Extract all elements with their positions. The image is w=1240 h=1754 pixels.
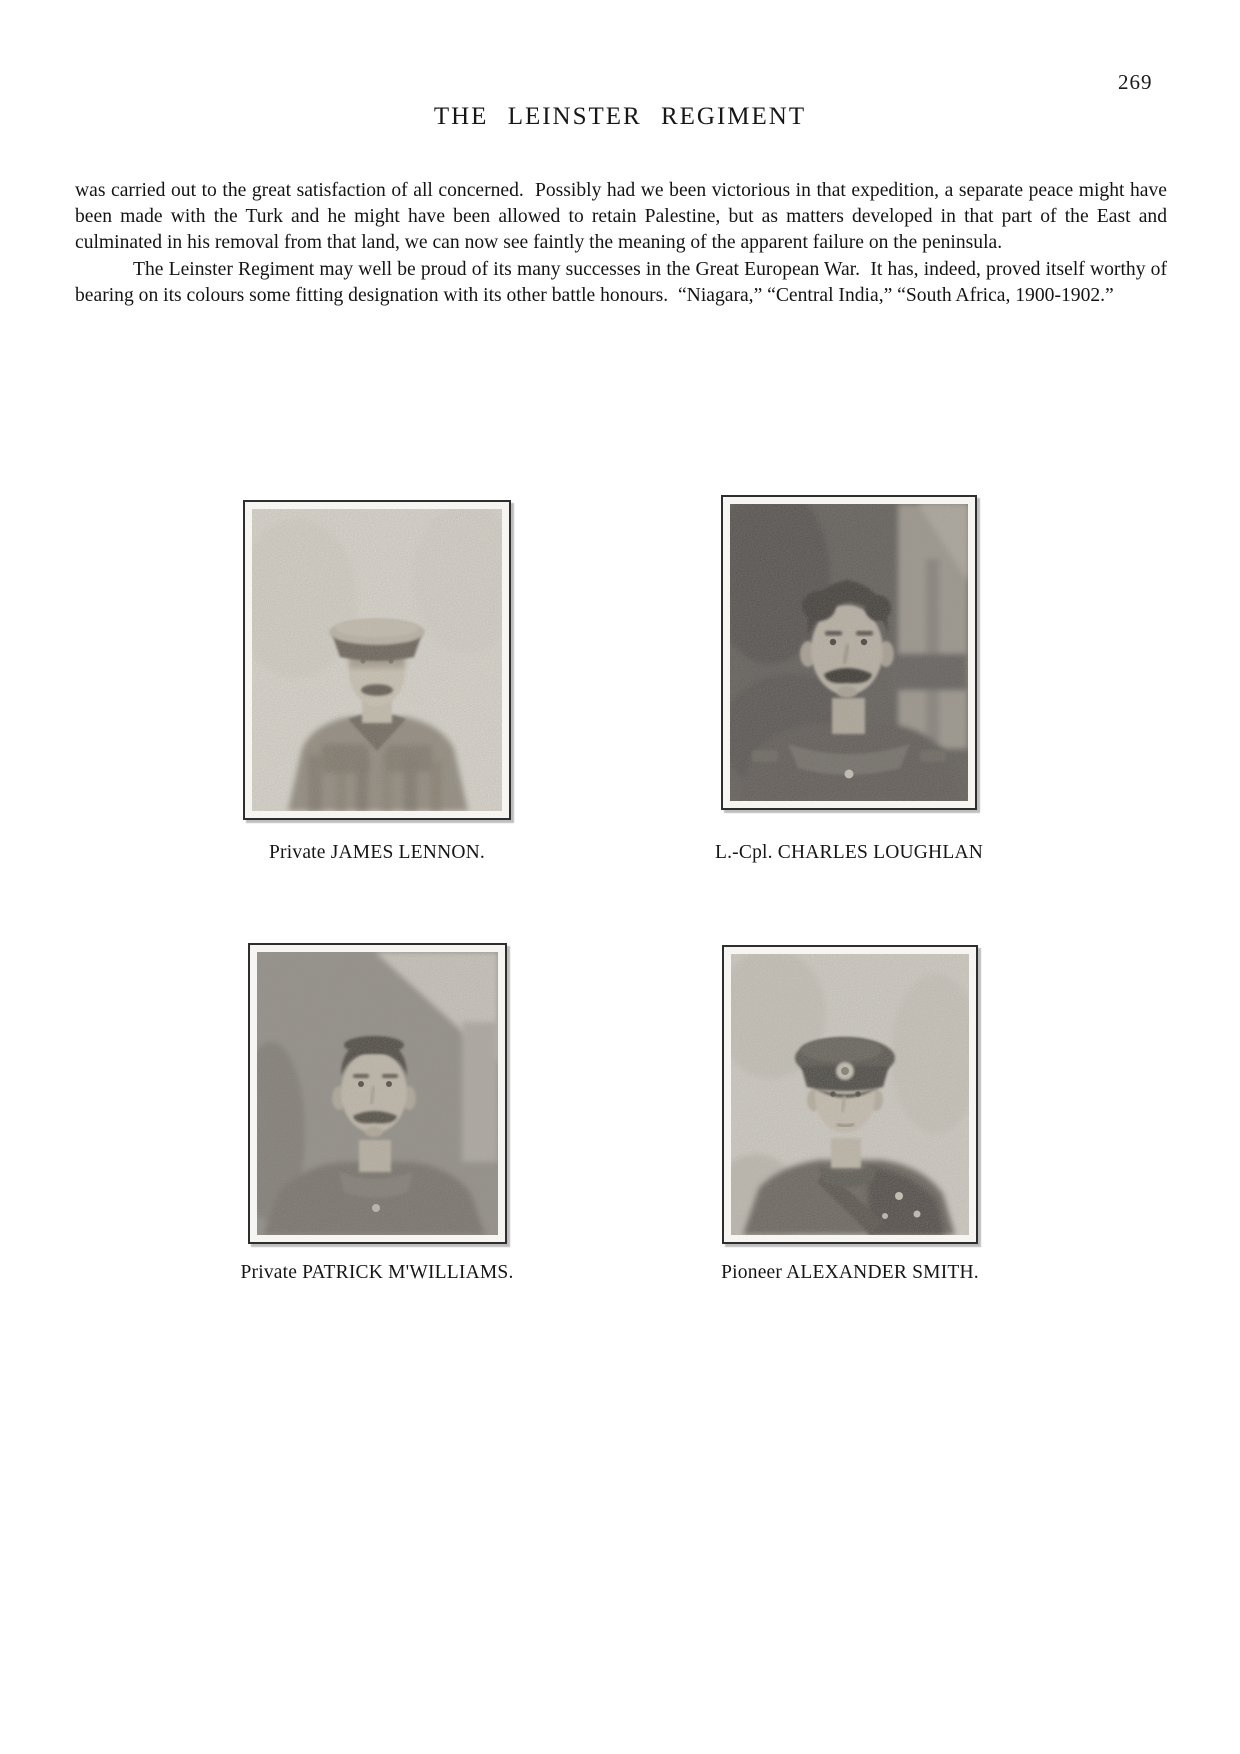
photo-charles-loughlan [721,495,977,810]
photo-caption: Private JAMES LENNON. [269,842,485,863]
photo-caption: Pioneer ALEXANDER SMITH. [721,1262,979,1283]
photo-caption: Private PATRICK M'WILLIAMS. [240,1262,514,1283]
portrait-image [257,952,498,1235]
portrait-image [730,504,968,801]
photo-caption: L.-Cpl. CHARLES LOUGHLAN [714,842,984,863]
body-text [75,178,1167,309]
paragraph: The Leinster Regiment may well be proud of its many successes in the Great European War. It has, indeed, proved itself worthy of bearing on its colours some fitting designation with its other battle honours. “Niagara,” “Central India,” “South Africa, 1900-1902.” [75,258,1167,306]
portrait-image [252,509,502,811]
photo-james-lennon [243,500,511,820]
photo-alexander-smith [722,945,978,1244]
paragraph: was carried out to the great satisfaction of all concerned. Possibly had we been victorious in that expedition, a separate peace might have been made with the Turk and he might have been allowed to retain Palestine, but as matters developed in that part of the East and culminated in his removal from that land, we can now see faintly the meaning of the apparent failure on the peninsula. [75,180,1167,254]
portrait-image [731,954,969,1235]
page-title: THE LEINSTER REGIMENT [433,103,807,130]
photo-patrick-mwilliams [248,943,507,1244]
page-number: 269 [1118,70,1153,94]
